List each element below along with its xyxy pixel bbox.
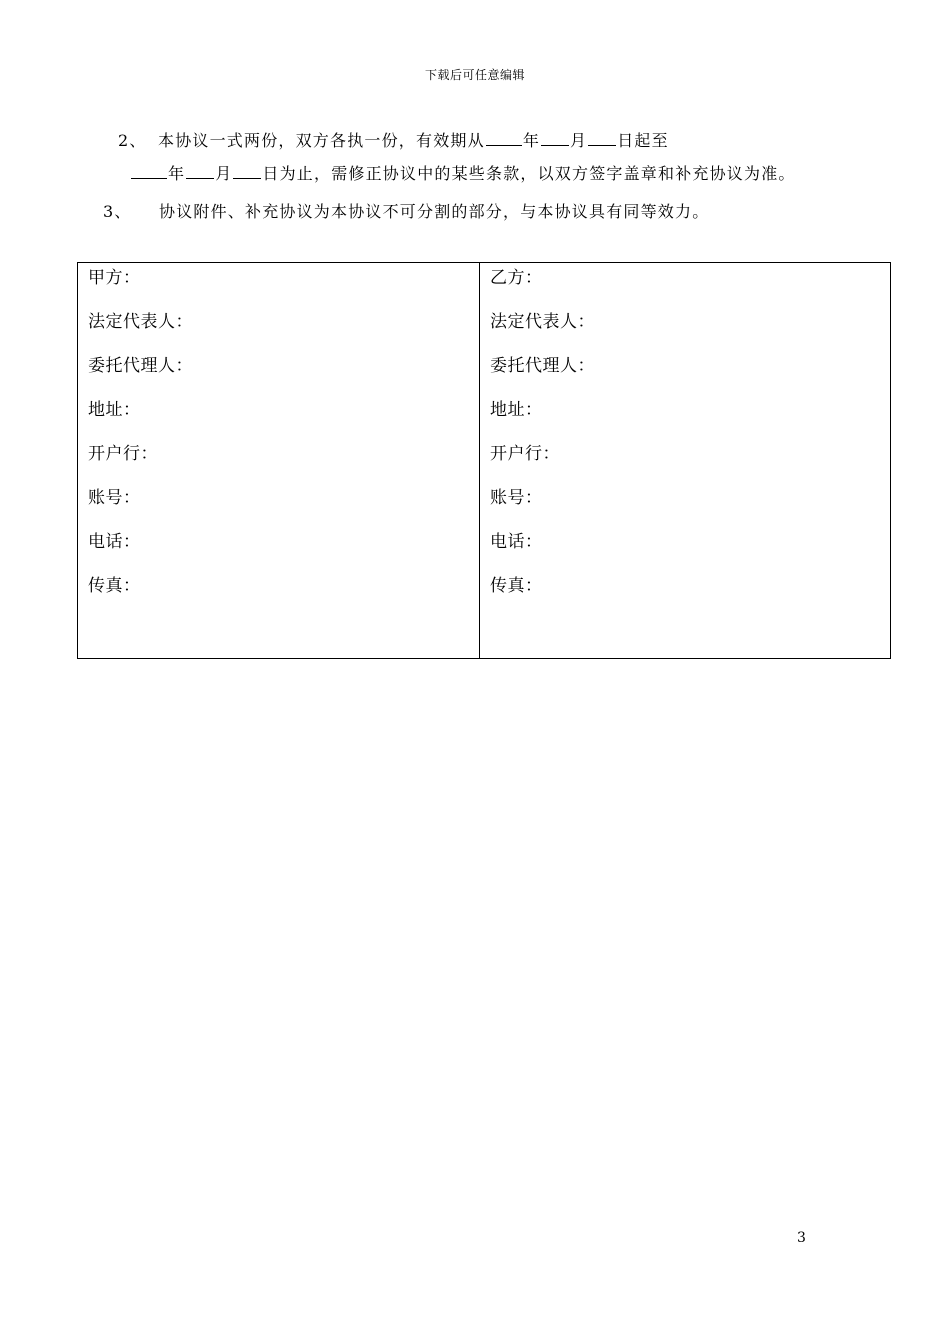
- party-b-bank: 开户行：: [490, 444, 560, 464]
- party-a-phone: 电话：: [88, 532, 141, 552]
- header-note: 下载后可任意编辑: [424, 68, 525, 82]
- party-a-bank: 开户行：: [88, 444, 158, 464]
- page-number: 3: [797, 1230, 806, 1246]
- party-b-column: [480, 263, 890, 658]
- clause-3-number: 3、: [103, 202, 132, 221]
- party-a-legal-representative: 法定代表人：: [88, 312, 193, 332]
- party-a-account: 账号：: [88, 488, 141, 508]
- day-blank: [588, 130, 616, 146]
- month-label: 月: [215, 164, 233, 183]
- month-label: 月: [570, 131, 588, 150]
- party-a-authorized-agent: 委托代理人：: [88, 356, 193, 376]
- day-blank: [233, 163, 261, 179]
- clause-2-continuation: [130, 161, 796, 184]
- party-b-phone: 电话：: [490, 532, 543, 552]
- clause-3-text: 协议附件、补充协议为本协议不可分割的部分，与本协议具有同等效力。: [159, 202, 710, 221]
- party-a-title: 甲方：: [88, 268, 141, 288]
- year-blank: [486, 130, 522, 146]
- party-b-fax: 传真：: [490, 576, 543, 596]
- day-to-text: 日为止，需修正协议中的某些条款，以双方签字盖章和补充协议为准。: [262, 164, 796, 183]
- clause-3: [103, 199, 709, 222]
- party-b-authorized-agent: 委托代理人：: [490, 356, 595, 376]
- year-label: 年: [522, 131, 541, 150]
- year-blank: [131, 163, 167, 179]
- day-from-label: 日起至: [617, 131, 669, 150]
- signature-table: [77, 262, 891, 659]
- clause-2-number: 2、: [118, 131, 147, 150]
- party-b-address: 地址：: [490, 400, 543, 420]
- party-b-legal-representative: 法定代表人：: [490, 312, 595, 332]
- party-a-fax: 传真：: [88, 576, 141, 596]
- party-a-address: 地址：: [88, 400, 141, 420]
- month-blank: [541, 130, 569, 146]
- party-b-title: 乙方：: [490, 268, 543, 288]
- party-b-account: 账号：: [490, 488, 543, 508]
- clause-2: [118, 128, 669, 151]
- month-blank: [186, 163, 214, 179]
- party-a-column: [78, 263, 480, 658]
- year-label: 年: [168, 164, 186, 183]
- clause-2-text: 本协议一式两份，双方各执一份，有效期从: [158, 131, 485, 150]
